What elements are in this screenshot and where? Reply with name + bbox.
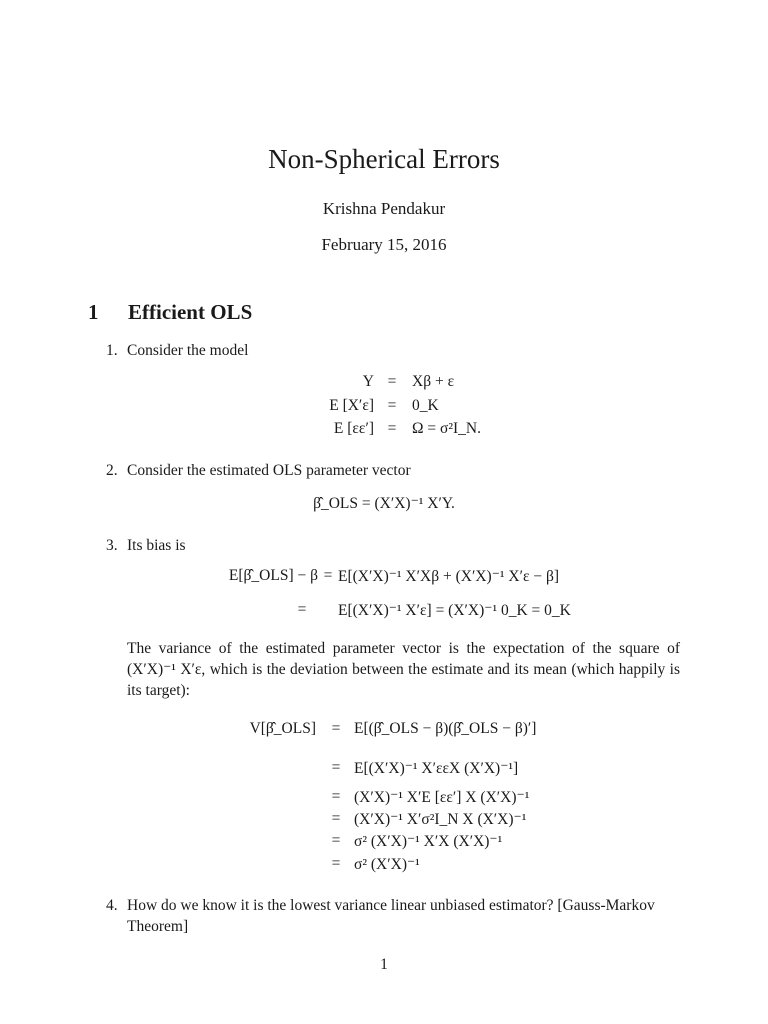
equation-lhs: V[β̂_OLS] (249, 720, 316, 737)
list-item-text: How do we know it is the lowest variance linear unbiased estimator? [Gauss-Markov Theorem] (127, 897, 655, 935)
equation-rhs: Ω = σ²I_N. (412, 420, 481, 437)
page-number: 1 (380, 956, 388, 973)
equation-rel: = (387, 420, 397, 437)
section-title: Efficient OLS (128, 300, 253, 324)
list-item-number: 4. (106, 897, 118, 914)
list-item-number: 1. (106, 342, 118, 359)
equation-rel: = (323, 567, 333, 584)
equation-rel: = (297, 601, 307, 618)
equation-rhs: 0_K (412, 397, 439, 414)
body-paragraph: The variance of the estimated parameter vector is the expectation of the square of (X′X)⁻¹ X′ε, which is the deviation between the estimate and its mean (which happily is its target): (127, 640, 680, 699)
equation-rel: = (331, 788, 341, 805)
equation-rhs: E[(X′X)⁻¹ X′Xβ + (X′X)⁻¹ X′ε − β] (338, 568, 560, 585)
equation-rel: = (387, 373, 397, 390)
equation-rel: = (331, 855, 341, 872)
section-number: 1 (88, 300, 99, 324)
author: Krishna Pendakur (322, 199, 446, 218)
equation-rhs: Xβ + ε (412, 373, 455, 390)
equation-rel: = (331, 720, 341, 737)
page-title: Non-Spherical Errors (268, 144, 500, 174)
equation-rhs: E[(β̂_OLS − β)(β̂_OLS − β)′] (354, 720, 537, 737)
equation-rel: = (331, 832, 341, 849)
equation-rel: = (331, 759, 341, 776)
equation-rhs: (X′X)⁻¹ X′σ²I_N X (X′X)⁻¹ (354, 811, 527, 828)
equation-lhs: E [X′ε] (329, 397, 374, 414)
equation-rel: = (331, 810, 341, 827)
equation-lhs: Y (362, 373, 374, 390)
equation-lhs: E[β̂_OLS] − β (228, 567, 318, 584)
equation-rhs: (X′X)⁻¹ X′E [εε′] X (X′X)⁻¹ (354, 789, 530, 806)
section-heading (88, 300, 252, 325)
list-item-text: Consider the model (127, 342, 249, 359)
date: February 15, 2016 (321, 235, 447, 254)
equation-rhs: σ² (X′X)⁻¹ X′X (X′X)⁻¹ (354, 833, 503, 850)
list-item-text: Its bias is (127, 537, 186, 554)
list-item-number: 3. (106, 537, 118, 554)
equation-rhs: E[(X′X)⁻¹ X′ε] = (X′X)⁻¹ 0_K = 0_K (338, 602, 571, 619)
equation-rhs: E[(X′X)⁻¹ X′εεX (X′X)⁻¹] (354, 760, 519, 777)
list-item-number: 2. (106, 462, 118, 479)
equation-rel: = (387, 397, 397, 414)
equation-lhs: E [εε′] (333, 420, 374, 437)
equation-ols: β̂_OLS = (X′X)⁻¹ X′Y. (313, 495, 455, 512)
equation-rhs: σ² (X′X)⁻¹ (354, 856, 420, 873)
list-item-text: Consider the estimated OLS parameter vector (127, 462, 411, 479)
